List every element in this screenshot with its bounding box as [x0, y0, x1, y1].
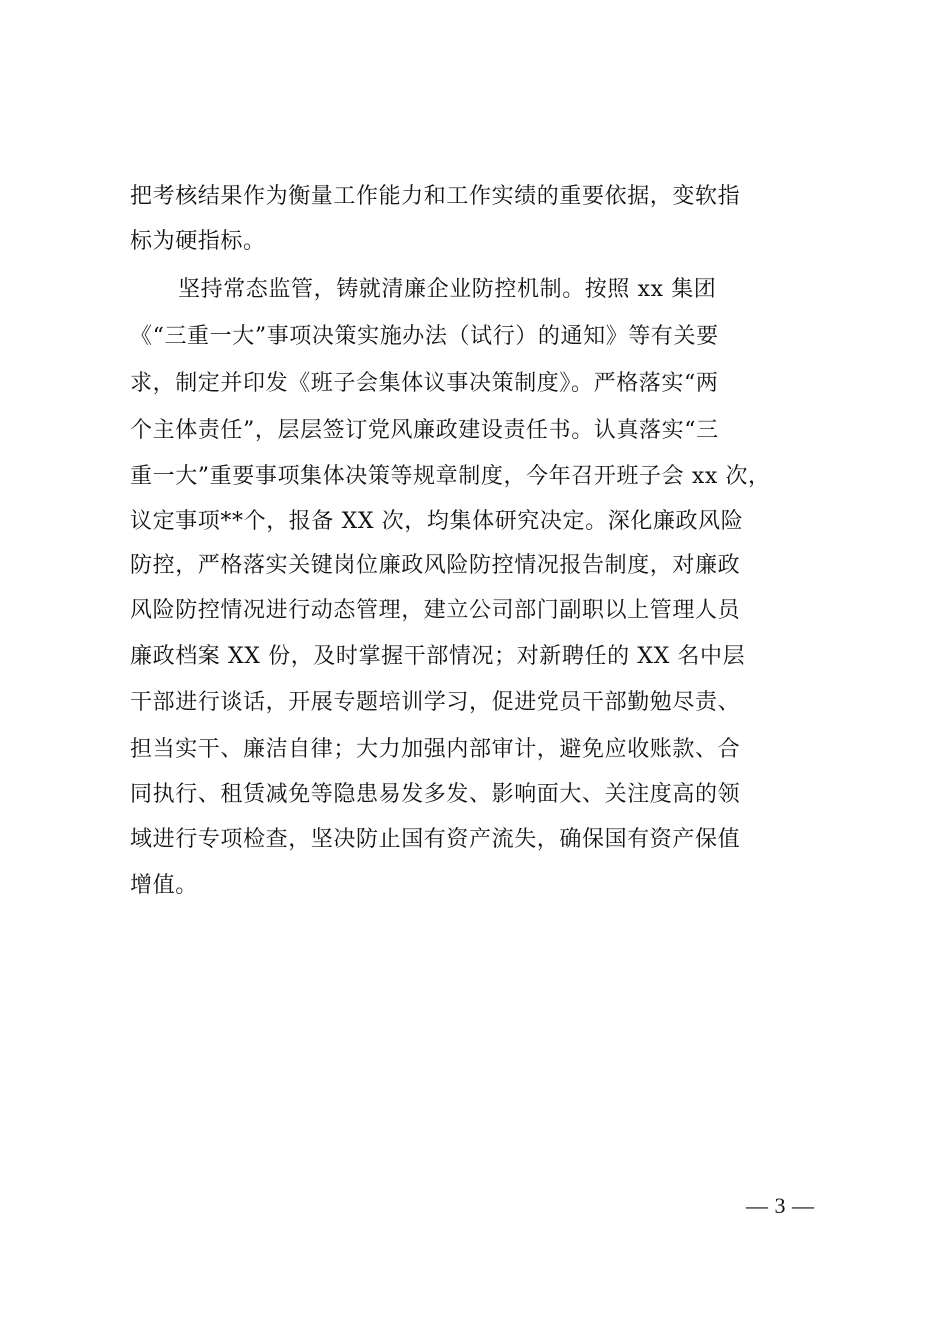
page-number: — 3 — [746, 1193, 815, 1218]
text-line-7: 重一大”重要事项集体决策等规章制度，今年召开班子会 xx 次， [130, 464, 771, 489]
text-line-2: 标为硬指标。 [130, 229, 266, 254]
text-line-8: 议定事项**个，报备 XX 次，均集体研究决定。深化廉政风险 [130, 509, 744, 534]
text-line-16: 增值。 [130, 873, 198, 898]
text-line-1: 把考核结果作为衡量工作能力和工作实绩的重要依据，变软指 [130, 184, 741, 209]
text-line-9: 防控，严格落实关键岗位廉政风险防控情况报告制度，对廉政 [130, 553, 741, 578]
text-line-14: 同执行、租赁减免等隐患易发多发、影响面大、关注度高的领 [130, 782, 741, 807]
text-line-5: 求，制定并印发《班子会集体议事决策制度》。严格落实“两 [130, 371, 719, 396]
text-line-3: 坚持常态监管，铸就清廉企业防控机制。按照 xx 集团 [178, 277, 717, 302]
text-line-15: 域进行专项检查，坚决防止国有资产流失，确保国有资产保值 [130, 827, 741, 852]
text-line-11: 廉政档案 XX 份，及时掌握干部情况；对新聘任的 XX 名中层 [130, 644, 746, 669]
text-line-10: 风险防控情况进行动态管理，建立公司部门副职以上管理人员 [130, 598, 741, 623]
text-line-4: 《“三重一大”事项决策实施办法（试行）的通知》等有关要 [130, 324, 719, 349]
text-line-6: 个主体责任”，层层签订党风廉政建设责任书。认真落实“三 [130, 418, 719, 443]
text-line-12: 干部进行谈话，开展专题培训学习，促进党员干部勤勉尽责、 [130, 690, 741, 715]
text-line-13: 担当实干、廉洁自律；大力加强内部审计，避免应收账款、合 [130, 737, 741, 762]
